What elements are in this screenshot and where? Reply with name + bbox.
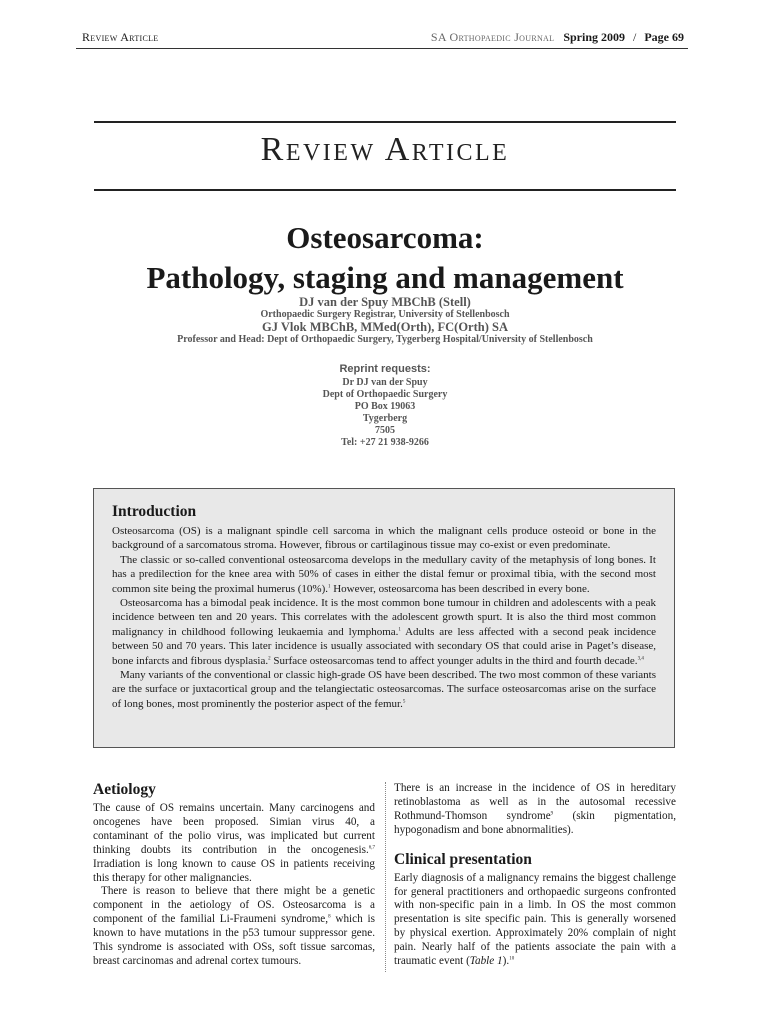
header-section-label: Review Article xyxy=(82,30,159,44)
reference-marker: 10 xyxy=(509,956,515,962)
header-issue-date: Spring 2009 xyxy=(563,30,625,44)
running-header xyxy=(76,26,688,49)
reference-marker: 1 xyxy=(327,583,331,589)
header-journal-info xyxy=(431,30,684,45)
clinical-presentation-heading: Clinical presentation xyxy=(394,850,532,868)
reference-marker: 6,7 xyxy=(368,844,375,850)
header-journal-name: SA Orthopaedic Journal xyxy=(430,30,555,44)
table-reference[interactable]: Table 1 xyxy=(469,955,503,968)
body-column-right xyxy=(394,782,676,969)
reprint-line: PO Box 19063 xyxy=(354,401,416,412)
body-column-left xyxy=(93,780,375,969)
reprint-line: Dr DJ van der Spuy xyxy=(342,377,428,388)
author-name: DJ van der Spuy MBChB (Stell) xyxy=(299,295,471,309)
reference-marker: 2 xyxy=(268,656,271,661)
paper-title-line-1: Osteosarcoma: xyxy=(286,220,484,255)
banner-title: Review Article xyxy=(260,131,510,168)
reprint-line: Dept of Orthopaedic Surgery xyxy=(322,389,448,400)
aetiology-paragraph: There is reason to believe that there might be a genetic component in the aetiology of OS. Osteosarcoma is a component of the familial Li-Fraumeni syndrome,$^8$ which is known to have mutations in the p53 tumour suppressor gene. This syndrome is associated with OSs, soft tissue sarcomas, breast carcinomas and adrenal cortex tumours. xyxy=(93,885,376,967)
header-page-number: Page 69 xyxy=(644,30,684,44)
paper-title xyxy=(60,218,710,298)
clinical-presentation-paragraph: Early diagnosis of a malignancy remains the biggest challenge for general practitioners and orthopaedic surgeons confronted with non-specific pain in a limb. In OS the most common presentation is site specific pain. This is generally worsened by physical exertion. Approximately 20% complain of night pain. Nearly half of the patients associate the pain with a traumatic event (Table 1).$^{10}$ xyxy=(394,871,676,968)
author-affiliation: Orthopaedic Surgery Registrar, University of Stellenbosch xyxy=(260,308,510,320)
reference-marker: 9 xyxy=(550,811,554,817)
author-name: GJ Vlok MBChB, MMed(Orth), FC(Orth) SA xyxy=(262,320,508,334)
paper-title-line-2: Pathology, staging and management xyxy=(146,260,624,295)
reprint-line: 7505 xyxy=(375,425,395,436)
reprint-heading: Reprint requests: xyxy=(339,363,431,375)
column-divider xyxy=(385,782,386,972)
introduction-box xyxy=(93,488,675,748)
aetiology-paragraph: There is an increase in the incidence of OS in hereditary retinoblastoma as well as in the autosomal recessive Rothmund-Thomson syndrome$^9$ (skin pigmentation, hypogonadism and bone abnormalities). xyxy=(394,782,676,836)
aetiology-heading: Aetiology xyxy=(93,781,156,798)
introduction-paragraph: Many variants of the conventional or classic high-grade OS have been described. The two most common of these variants are the surface or juxtacortical group and the telangiectatic osteosarcomas. The surface osteosarcomas arise on the surface of long bones, most prominently the posterior aspect of the femur.$^5$ xyxy=(112,669,656,710)
reference-marker: 5 xyxy=(402,699,406,705)
reference-marker: 8 xyxy=(328,914,331,920)
aetiology-paragraph: The cause of OS remains uncertain. Many carcinogens and oncogenes have been proposed. Simian virus 40, a contaminant of the polio virus, was implicated but current thinking doubts its contribution in the oncogenesis.$^{6,7}$ Irradiation is long known to cause OS in patients receiving this therapy for other malignancies. xyxy=(93,802,375,884)
reference-marker: 1 xyxy=(398,627,401,633)
reprint-requests xyxy=(60,362,710,449)
author-block xyxy=(60,296,710,346)
header-separator: / xyxy=(633,30,637,44)
introduction-paragraph: Osteosarcoma (OS) is a malignant spindle cell sarcoma in which the malignant cells produce osteoid or bone in the background of a sarcomatous stroma. However, fibrous or cartilaginous tissue may co-exist or even predominate. xyxy=(112,525,656,552)
author-affiliation: Professor and Head: Dept of Orthopaedic Surgery, Tygerberg Hospital/University of Stellenbosch xyxy=(177,333,593,345)
introduction-heading: Introduction xyxy=(112,503,197,520)
banner-rule-bottom xyxy=(94,189,676,191)
reprint-line: Tygerberg xyxy=(362,413,408,424)
reprint-line: Tel: +27 21 938-9266 xyxy=(341,437,429,448)
reference-marker: 3,4 xyxy=(637,656,644,661)
banner-rule-top xyxy=(94,121,676,123)
introduction-paragraph: Osteosarcoma has a bimodal peak incidence. It is the most common bone tumour in children and adolescents with a peak incidence between ten and 20 years. This correlates with the adolescent growth spurt. It is also the third most common malignancy in childhood following leukaemia and lymphoma.$^1$ Adults are less affected with a second peak incidence between 50 and 70 years. This later incidence is usually associated with secondary OS that could arise in Paget’s disease, bone infarcts and fibrous dysplasia.$^2$ Surface osteosarcomas tend to affect younger adults in the third and fourth decade.$^{3,4}$ xyxy=(112,597,656,667)
introduction-paragraph: The classic or so-called conventional osteosarcoma develops in the medullary cavity of the metaphysis of long bones. It has a predilection for the knee area with 50% of cases in either the distal femur or proximal tibia, with the second most common site being the proximal humerus (10%).$^1$ However, osteosarcoma has been described in every bone. xyxy=(112,553,656,595)
